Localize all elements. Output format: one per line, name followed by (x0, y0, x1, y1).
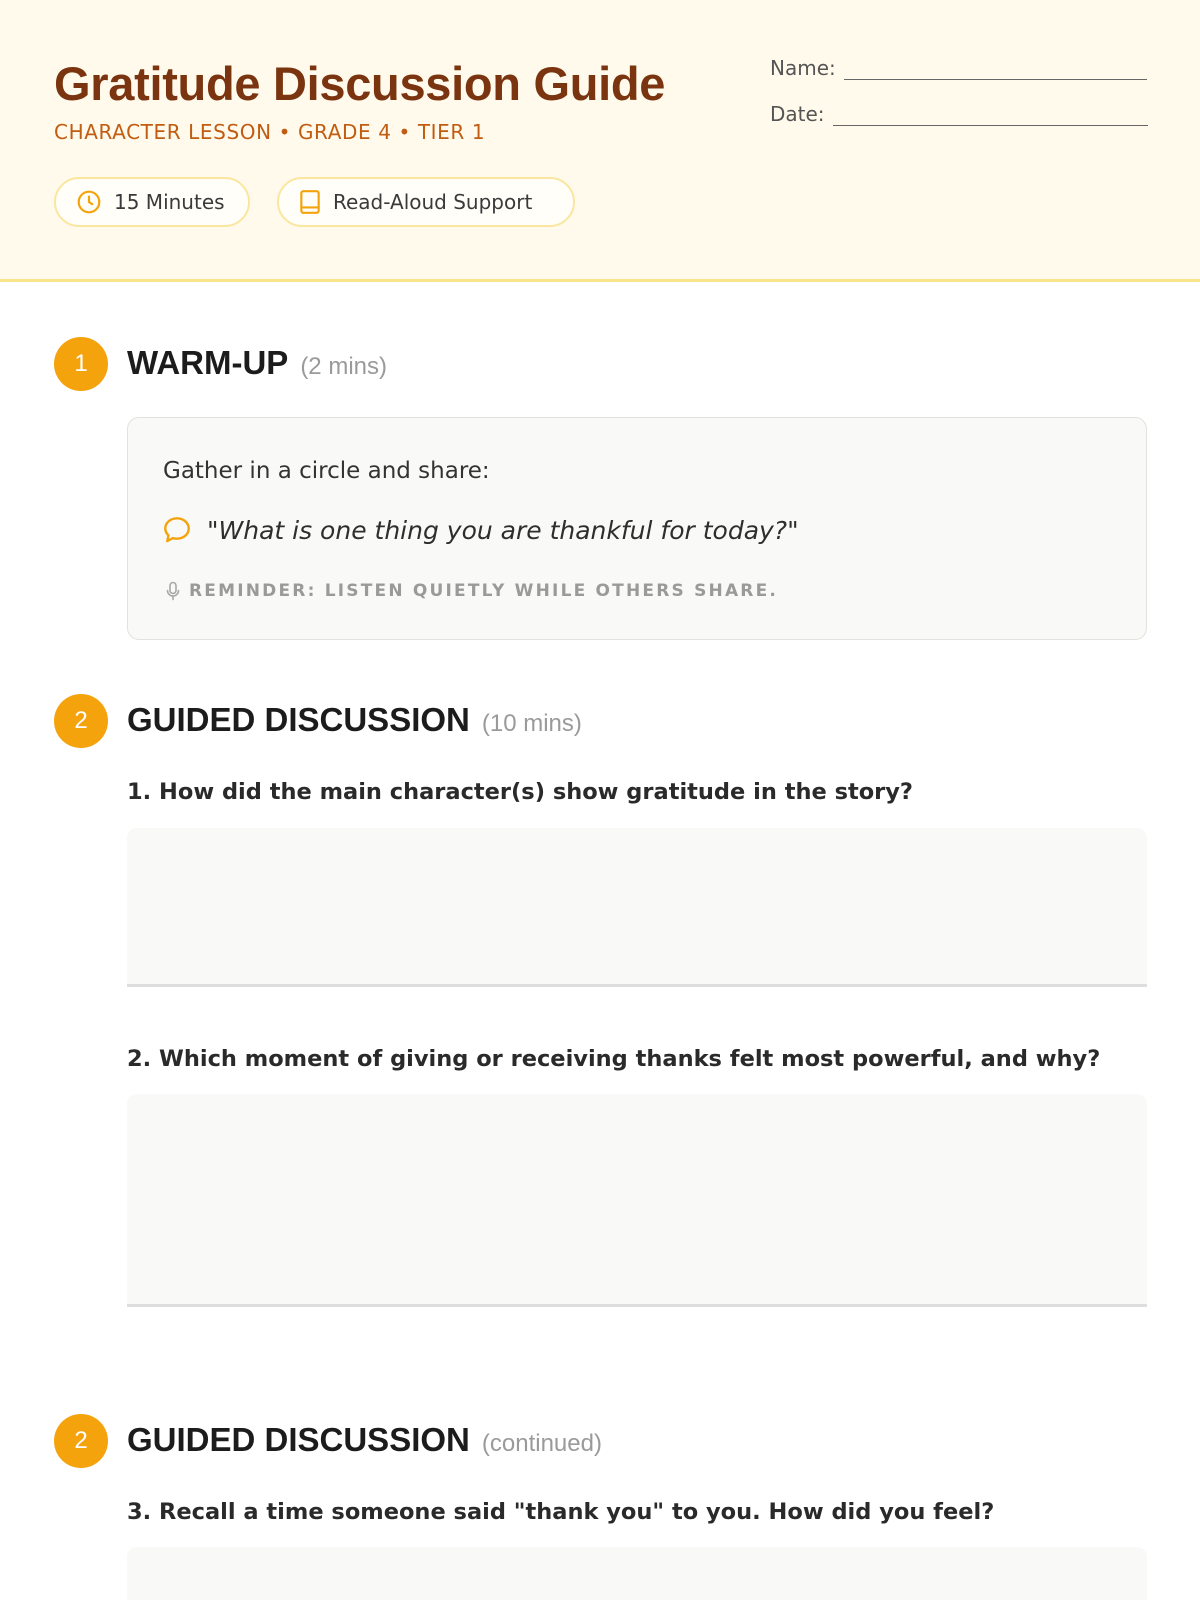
warm-up-reminder-text: REMINDER: LISTEN QUIETLY WHILE OTHERS SHARE. (189, 581, 779, 601)
warm-up-prompt (161, 514, 799, 546)
section-title-text: WARM-UP (127, 344, 289, 381)
section-title-text: GUIDED DISCUSSION (127, 1421, 470, 1458)
worksheet-header (0, 0, 1200, 282)
step-number-badge: 1 (54, 337, 108, 391)
date-field-label: Date: (770, 102, 825, 126)
speech-bubble-icon (161, 514, 193, 546)
step-number-badge: 2 (54, 694, 108, 748)
answer-area-1[interactable] (127, 828, 1147, 987)
name-field-line[interactable] (844, 62, 1147, 80)
clock-icon (76, 189, 102, 215)
read-aloud-badge (277, 177, 575, 227)
section-title-guided-discussion (127, 701, 582, 739)
step-number-badge: 2 (54, 1414, 108, 1468)
warm-up-reminder (165, 581, 778, 601)
question-2: 2. Which moment of giving or receiving thanks felt most powerful, and why? (127, 1046, 1101, 1072)
name-field-label: Name: (770, 56, 836, 80)
answer-area-2[interactable] (127, 1094, 1147, 1307)
section-duration: (continued) (481, 1430, 602, 1457)
warm-up-question: "What is one thing you are thankful for today?" (207, 515, 799, 545)
microphone-icon (165, 581, 181, 601)
read-aloud-badge-label: Read-Aloud Support (333, 190, 533, 214)
book-icon (299, 189, 321, 215)
section-title-guided-discussion-continued (127, 1421, 602, 1459)
question-1: 1. How did the main character(s) show gratitude in the story? (127, 779, 913, 805)
duration-badge (54, 177, 250, 227)
question-3: 3. Recall a time someone said "thank you" to you. How did you feel? (127, 1499, 995, 1525)
section-title-text: GUIDED DISCUSSION (127, 701, 470, 738)
section-duration: (10 mins) (481, 710, 582, 737)
date-field[interactable] (770, 102, 1148, 126)
date-field-line[interactable] (833, 108, 1148, 126)
warm-up-box (127, 417, 1147, 640)
name-field[interactable] (770, 56, 1147, 80)
section-duration: (2 mins) (300, 353, 387, 380)
page-subtitle: CHARACTER LESSON • GRADE 4 • TIER 1 (54, 120, 486, 144)
page-title: Gratitude Discussion Guide (54, 57, 666, 110)
section-title-warm-up (127, 344, 387, 382)
warm-up-intro: Gather in a circle and share: (163, 458, 490, 484)
answer-area-3[interactable] (127, 1547, 1147, 1600)
duration-badge-label: 15 Minutes (114, 190, 225, 214)
